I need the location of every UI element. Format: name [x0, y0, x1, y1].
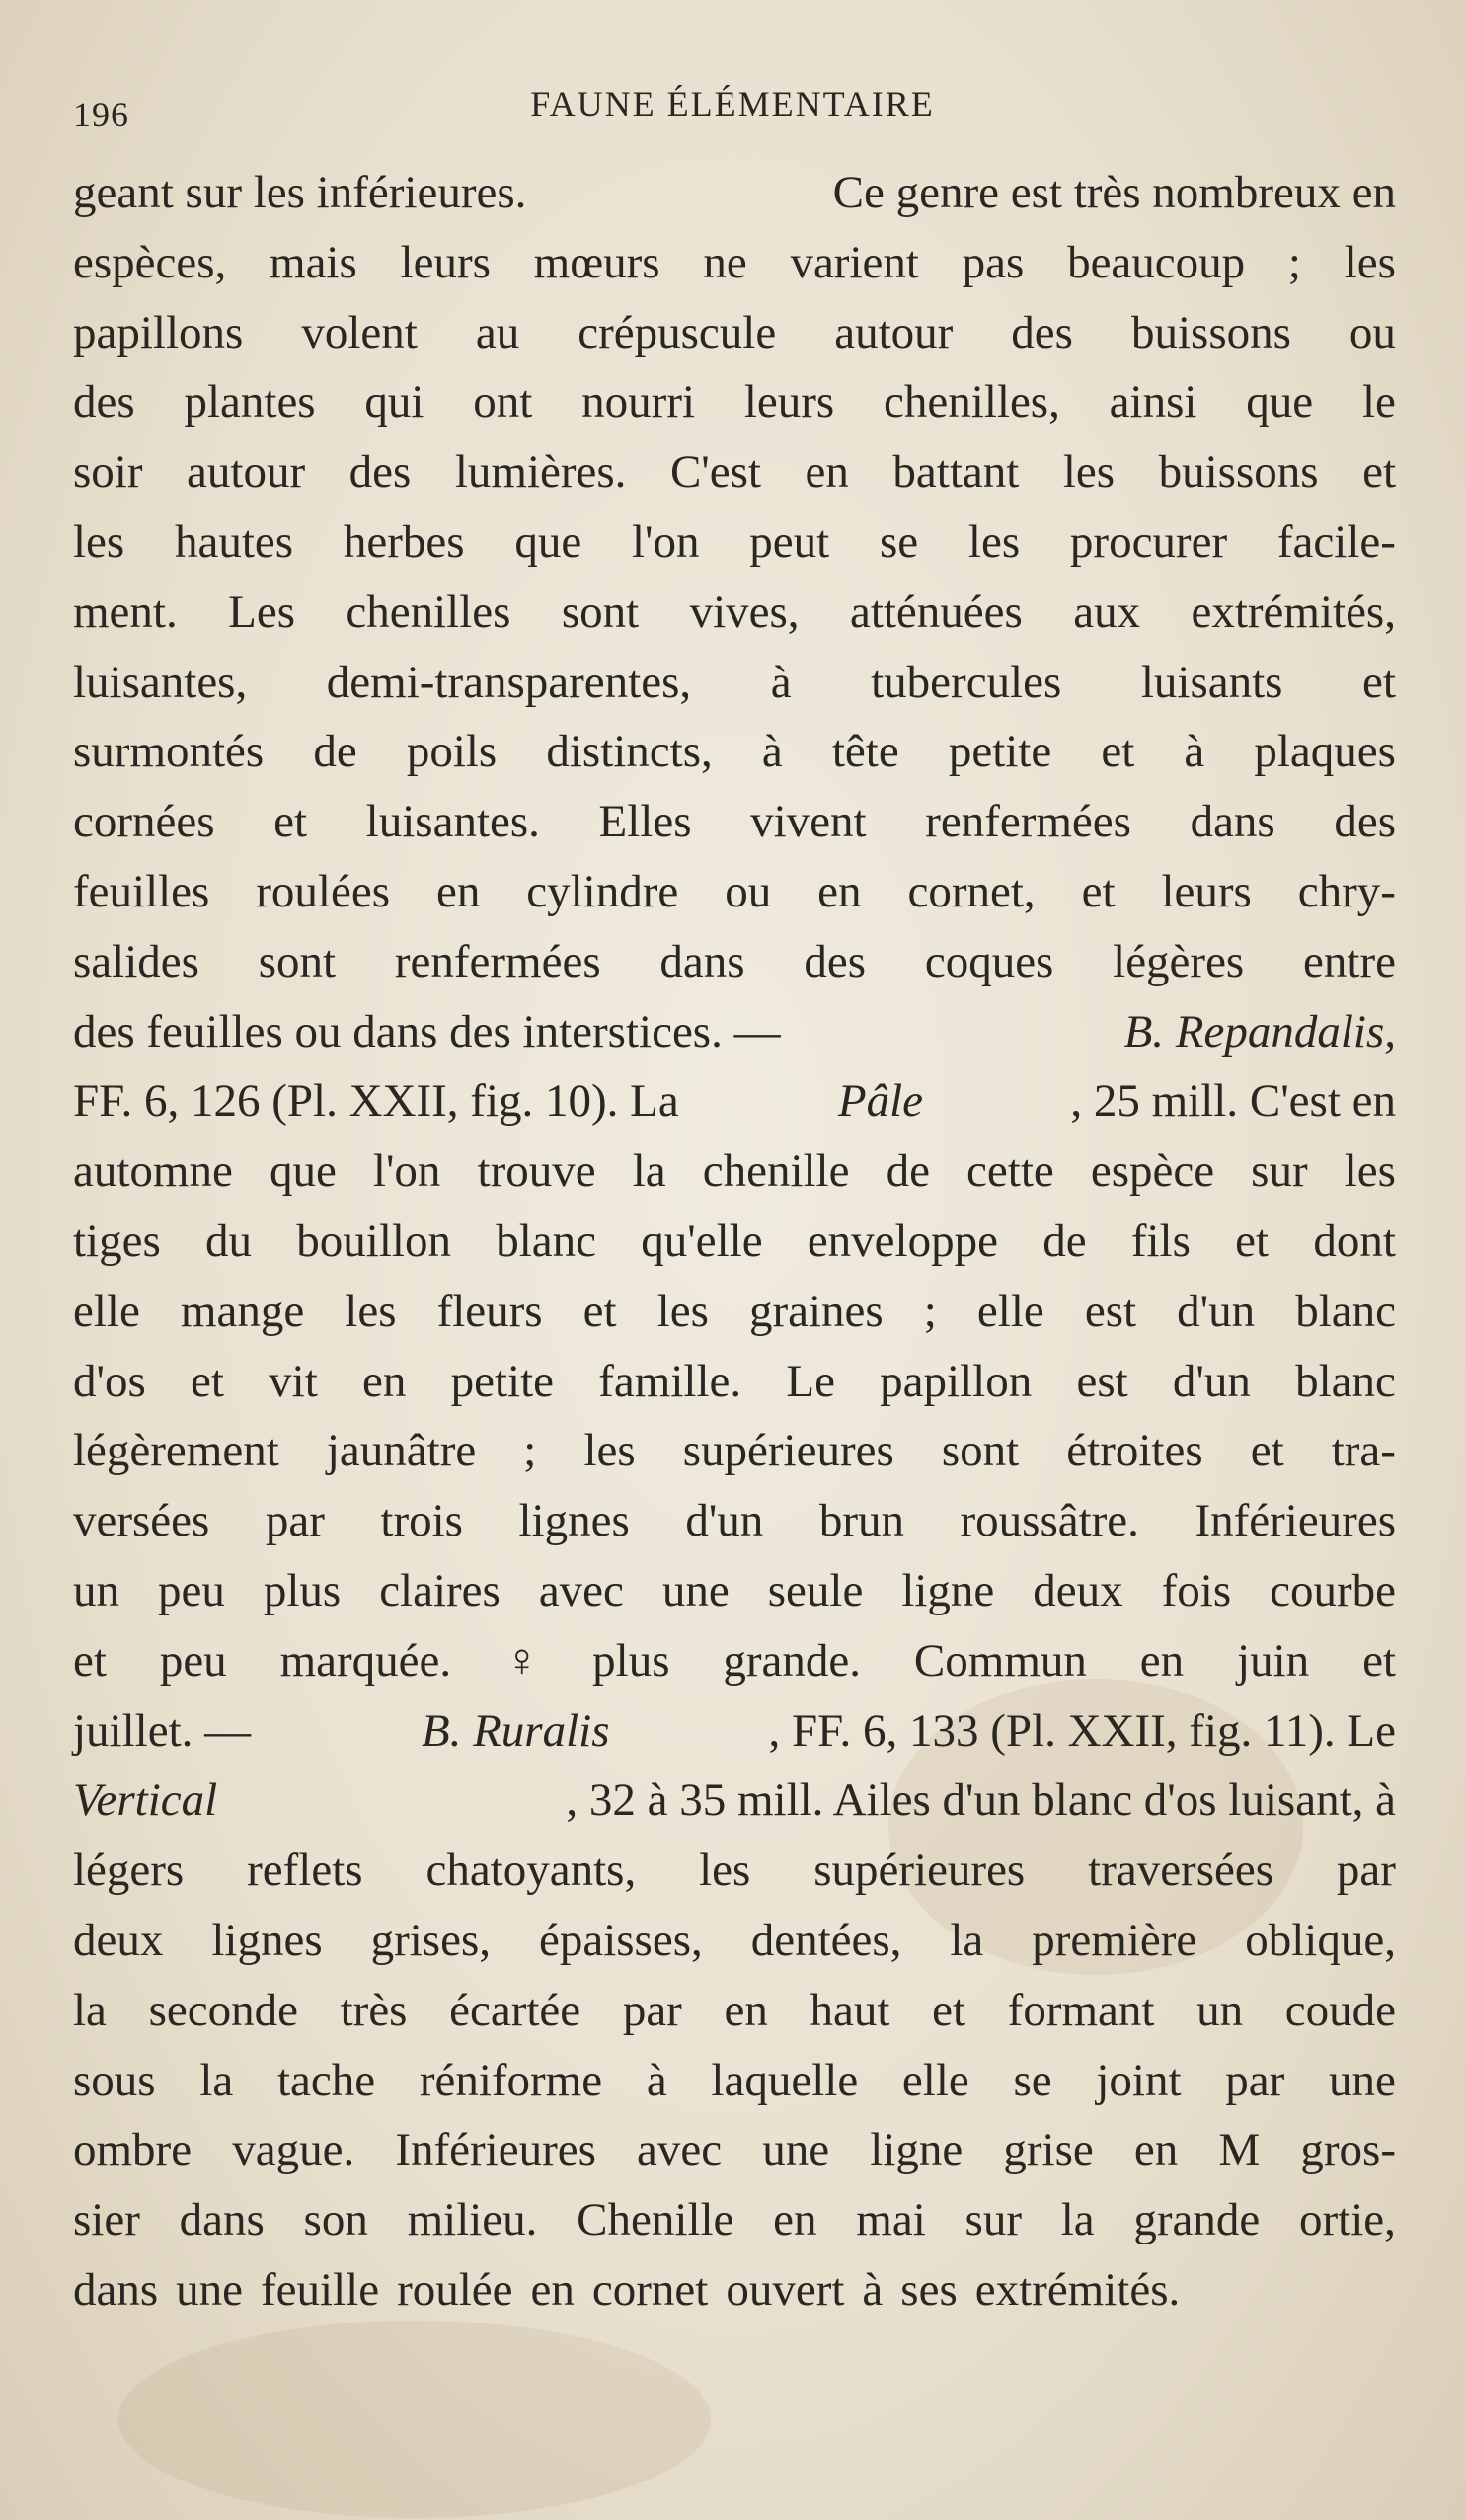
word: claires — [379, 1564, 501, 1616]
word: première — [1032, 1914, 1197, 1966]
word: leurs — [1161, 865, 1252, 917]
word: les — [1344, 1145, 1396, 1198]
word: juin — [1237, 1634, 1310, 1687]
running-title: FAUNE ÉLÉMENTAIRE — [530, 84, 935, 123]
text-line — [73, 508, 1396, 578]
word: leurs — [743, 376, 835, 429]
word: un — [1196, 1984, 1244, 2036]
word: tache — [276, 2054, 376, 2106]
text-line — [73, 158, 1396, 228]
word: buissons — [1158, 446, 1319, 499]
word: vit — [269, 1355, 318, 1407]
text-line — [73, 1696, 1396, 1767]
word: M — [1218, 2124, 1261, 2176]
word: coude — [1284, 1984, 1396, 2036]
word: versées — [73, 1495, 210, 1547]
word: l'on — [372, 1145, 441, 1198]
word: une — [176, 2263, 244, 2316]
word: ombre — [73, 2124, 193, 2176]
word: que — [1246, 376, 1314, 429]
text-segment: juillet. — — [73, 1704, 263, 1757]
word: légères — [1113, 935, 1245, 987]
word: épaisses, — [538, 1914, 703, 1966]
word: et — [273, 796, 308, 848]
word: seule — [767, 1564, 864, 1616]
word: ou — [1349, 306, 1396, 358]
word: tiges — [73, 1215, 161, 1267]
word: la — [199, 2054, 234, 2106]
word: gros- — [1300, 2124, 1396, 2176]
word: graines — [748, 1285, 884, 1337]
word: seconde — [148, 1984, 298, 2036]
word: par — [265, 1495, 325, 1547]
text-segment: , 25 mill. C'est en — [1070, 1075, 1396, 1128]
word: à — [761, 726, 783, 778]
word: poils — [406, 726, 498, 778]
word: aux — [1073, 586, 1141, 638]
word: ne — [703, 236, 747, 288]
word: vives, — [689, 586, 800, 638]
word: herbes — [343, 515, 465, 568]
text-line — [73, 2115, 1396, 2185]
word: réniforme — [419, 2054, 603, 2106]
word: papillon — [880, 1355, 1033, 1407]
word: chenille — [702, 1145, 850, 1198]
word: renfermées — [925, 796, 1131, 848]
word: de — [1042, 1215, 1087, 1267]
word: dentées, — [750, 1914, 902, 1966]
word: avec — [538, 1564, 624, 1616]
text-line — [73, 1277, 1396, 1347]
word: et — [1362, 1634, 1396, 1687]
word: dont — [1313, 1215, 1396, 1267]
word: peu — [157, 1564, 225, 1616]
word: roussâtre. — [960, 1495, 1139, 1547]
word: en — [1133, 2124, 1179, 2176]
word: Elles — [598, 796, 692, 848]
word: crépuscule — [578, 306, 777, 358]
word: qu'elle — [641, 1215, 763, 1267]
text-line — [73, 1137, 1396, 1207]
italic-text: B. Repandalis, — [1123, 1005, 1396, 1058]
word: salides — [73, 935, 199, 987]
word: une — [661, 1564, 730, 1616]
word: milieu. — [407, 2194, 538, 2246]
word: trois — [380, 1495, 463, 1547]
word: en — [724, 1984, 768, 2036]
word: lignes — [211, 1914, 323, 1966]
word: avec — [637, 2124, 723, 2176]
word: la — [73, 1984, 107, 2036]
word: plus — [263, 1564, 342, 1616]
word: grises, — [370, 1914, 491, 1966]
text-line — [73, 1066, 1396, 1137]
word: sont — [258, 935, 337, 987]
word: ; — [523, 1425, 537, 1477]
word: grande. — [723, 1634, 862, 1687]
word: deux — [73, 1914, 164, 1966]
word: ont — [473, 376, 533, 429]
word: procurer — [1069, 515, 1228, 568]
word: par — [1225, 2054, 1285, 2106]
word: trouve — [477, 1145, 596, 1198]
word: vague. — [232, 2124, 355, 2176]
word: du — [205, 1215, 253, 1267]
word: espèce — [1090, 1145, 1215, 1198]
word: par — [1336, 1845, 1396, 1897]
word: battant — [892, 446, 1020, 499]
text-line — [73, 367, 1396, 437]
italic-text: Vertical — [73, 1774, 218, 1827]
text-line — [73, 228, 1396, 298]
word: ; — [1287, 236, 1301, 288]
word: courbe — [1270, 1564, 1396, 1616]
word: Inférieures — [395, 2124, 596, 2176]
word: mange — [180, 1285, 305, 1337]
word: cylindre — [526, 865, 679, 917]
word: en — [362, 1355, 407, 1407]
word: ♀ — [504, 1634, 540, 1687]
word: roulées — [256, 865, 391, 917]
word: qui — [364, 376, 424, 429]
word: cornet, — [907, 865, 1036, 917]
text-line — [73, 1906, 1396, 1976]
word: très — [340, 1984, 408, 2036]
text-line — [73, 648, 1396, 718]
word: en — [773, 2194, 817, 2246]
text-line — [73, 298, 1396, 368]
word: supérieures — [813, 1845, 1026, 1897]
word: cornet — [591, 2263, 709, 2316]
text-line — [73, 1347, 1396, 1417]
word: en — [1139, 1634, 1185, 1687]
word: un — [73, 1564, 119, 1616]
word: vivent — [750, 796, 867, 848]
word: feuilles — [73, 865, 210, 917]
word: dans — [179, 2194, 265, 2246]
word: plantes — [184, 376, 316, 429]
text-line — [73, 1766, 1396, 1836]
text-line — [73, 927, 1396, 997]
word: ligne — [901, 1564, 995, 1616]
word: supérieures — [682, 1425, 894, 1477]
text-segment: geant sur les inférieures. — [73, 167, 527, 218]
word: d'un — [685, 1495, 764, 1547]
word: famille. — [598, 1355, 742, 1407]
text-segment: Ce genre est très nombreux en — [832, 167, 1396, 218]
word: se — [1013, 2054, 1052, 2106]
word: brun — [818, 1495, 904, 1547]
word: luisantes. — [365, 796, 540, 848]
text-segment: FF. 6, 126 (Pl. XXII, fig. 10). La — [73, 1075, 691, 1128]
word: fils — [1130, 1215, 1191, 1267]
text-line — [73, 2255, 1396, 2325]
text-line — [73, 787, 1396, 857]
word: ment. — [73, 586, 178, 638]
word: Le — [786, 1355, 835, 1407]
word: tubercules — [871, 656, 1062, 708]
word: laquelle — [711, 2054, 859, 2106]
word: elle — [901, 2054, 969, 2106]
word: extrémités, — [1191, 586, 1396, 638]
word: petite — [450, 1355, 555, 1407]
text-line — [73, 857, 1396, 927]
word: plus — [592, 1634, 670, 1687]
word: des — [804, 935, 867, 987]
word: traversées — [1088, 1845, 1274, 1897]
word: elle — [976, 1285, 1044, 1337]
word: grise — [1003, 2124, 1094, 2176]
word: à — [1184, 726, 1205, 778]
word: cette — [966, 1145, 1054, 1198]
word: fois — [1161, 1564, 1232, 1616]
word: feuille — [261, 2263, 380, 2316]
word: les — [1062, 446, 1116, 499]
text-line — [73, 1836, 1396, 1906]
word: Inférieures — [1195, 1495, 1396, 1547]
word: en — [435, 865, 481, 917]
word: Commun — [913, 1634, 1087, 1687]
word: grande — [1133, 2194, 1261, 2246]
word: hautes — [175, 515, 294, 568]
word: à — [862, 2263, 884, 2316]
word: chenilles — [346, 586, 511, 638]
word: mœurs — [533, 236, 660, 288]
word: les — [345, 1285, 397, 1337]
word: tête — [831, 726, 899, 778]
word: leurs — [400, 236, 491, 288]
word: la — [950, 1914, 984, 1966]
word: elle — [73, 1285, 140, 1337]
word: d'un — [1177, 1285, 1256, 1337]
word: est — [1076, 1355, 1128, 1407]
text-segment: , 32 à 35 mill. Ailes d'un blanc d'os luisant, à — [566, 1774, 1396, 1827]
word: en — [805, 446, 849, 499]
word: enveloppe — [807, 1215, 998, 1267]
word: en — [817, 865, 862, 917]
word: surmontés — [73, 726, 265, 778]
word: sier — [73, 2194, 140, 2246]
word: lumières. — [454, 446, 627, 499]
word: écartée — [449, 1984, 581, 2036]
word: et — [1101, 726, 1135, 778]
word: ortie, — [1299, 2194, 1396, 2246]
word: peut — [749, 515, 830, 568]
word: la — [1060, 2194, 1095, 2246]
text-line — [73, 578, 1396, 648]
word: tra- — [1331, 1425, 1396, 1477]
word: beaucoup — [1067, 236, 1246, 288]
word: par — [622, 1984, 682, 2036]
word: joint — [1096, 2054, 1182, 2106]
page-number: 196 — [73, 95, 129, 134]
word: autour — [187, 446, 306, 499]
word: les — [656, 1285, 709, 1337]
word: chenilles, — [884, 376, 1060, 429]
word: plaques — [1254, 726, 1396, 778]
word: ouvert — [726, 2263, 845, 2316]
text-line — [73, 2046, 1396, 2116]
word: et — [73, 1634, 107, 1687]
word: légèrement — [73, 1425, 279, 1477]
word: des — [73, 376, 135, 429]
word: les — [699, 1845, 751, 1897]
word: les — [583, 1425, 636, 1477]
word: les — [967, 515, 1021, 568]
word: luisantes, — [73, 656, 248, 708]
body-text — [73, 158, 1396, 2325]
text-line — [73, 997, 1396, 1067]
word: l'on — [631, 515, 700, 568]
text-segment: , FF. 6, 133 (Pl. XXII, fig. 11). Le — [768, 1704, 1396, 1757]
word: en — [530, 2263, 575, 2316]
word: lignes — [518, 1495, 630, 1547]
word: que — [514, 515, 582, 568]
word: distincts, — [546, 726, 713, 778]
word: marquée. — [279, 1634, 452, 1687]
word: cornées — [73, 796, 215, 848]
word: les — [1344, 236, 1396, 288]
word: soir — [73, 446, 143, 499]
word: varient — [790, 236, 919, 288]
word: facile- — [1276, 515, 1396, 568]
word: d'os — [73, 1355, 146, 1407]
word: et — [1081, 865, 1116, 917]
word: renfermées — [394, 935, 601, 987]
word: ainsi — [1109, 376, 1197, 429]
word: demi-transparentes, — [326, 656, 692, 708]
word: et — [1235, 1215, 1270, 1267]
word: la — [632, 1145, 666, 1198]
word: sont — [561, 586, 640, 638]
text-line — [73, 1207, 1396, 1277]
word: extrémités. — [974, 2263, 1181, 2316]
word: bouillon — [296, 1215, 451, 1267]
word: sur — [1251, 1145, 1308, 1198]
italic-text: Pâle — [837, 1075, 923, 1128]
word: de — [886, 1145, 930, 1198]
word: C'est — [669, 446, 761, 499]
word: sont — [941, 1425, 1020, 1477]
word: ; — [923, 1285, 937, 1337]
word: dans — [73, 2263, 159, 2316]
word: chry- — [1297, 865, 1396, 917]
word: volent — [301, 306, 418, 358]
word: à — [770, 656, 792, 708]
word: sur — [964, 2194, 1022, 2246]
word: roulée — [397, 2263, 513, 2316]
word: ou — [725, 865, 772, 917]
word: est — [1084, 1285, 1137, 1337]
word: Chenille — [577, 2194, 734, 2246]
word: son — [303, 2194, 368, 2246]
text-segment: des feuilles ou dans des interstices. — — [73, 1005, 793, 1058]
word: à — [646, 2054, 667, 2106]
word: nourri — [581, 376, 696, 429]
word: haut — [810, 1984, 890, 2036]
word: des — [348, 446, 412, 499]
word: étroites — [1066, 1425, 1203, 1477]
word: jaunâtre — [326, 1425, 477, 1477]
word: au — [475, 306, 520, 358]
text-line — [73, 1976, 1396, 2046]
word: autour — [834, 306, 954, 358]
word: une — [1328, 2054, 1396, 2106]
word: papillons — [73, 306, 244, 358]
word: espèces, — [73, 236, 227, 288]
text-line — [73, 1626, 1396, 1696]
word: ses — [900, 2263, 958, 2316]
text-line — [73, 717, 1396, 787]
word: fleurs — [436, 1285, 543, 1337]
text-line — [73, 1416, 1396, 1486]
word: reflets — [247, 1845, 363, 1897]
word: ligne — [870, 2124, 964, 2176]
paper-stain — [118, 2321, 711, 2518]
word: et — [1362, 656, 1396, 708]
word: des — [1011, 306, 1073, 358]
word: sous — [73, 2054, 156, 2106]
word: dans — [1190, 796, 1275, 848]
word: entre — [1303, 935, 1396, 987]
word: et — [932, 1984, 966, 2036]
word: atténuées — [849, 586, 1023, 638]
word: buissons — [1130, 306, 1291, 358]
word: luisants — [1140, 656, 1283, 708]
word: se — [879, 515, 919, 568]
word: formant — [1007, 1984, 1155, 2036]
word: d'un — [1172, 1355, 1251, 1407]
text-line — [73, 1556, 1396, 1626]
word: le — [1361, 376, 1396, 429]
word: oblique, — [1245, 1914, 1396, 1966]
word: petite — [948, 726, 1052, 778]
word: mais — [270, 236, 357, 288]
word: blanc — [496, 1215, 596, 1267]
word: et — [1362, 446, 1396, 499]
word: et — [191, 1355, 224, 1407]
word: pas — [962, 236, 1025, 288]
word: des — [1334, 796, 1396, 848]
word: deux — [1033, 1564, 1123, 1616]
word: peu — [159, 1634, 227, 1687]
word: Les — [228, 586, 295, 638]
word: coques — [924, 935, 1054, 987]
word: automne — [73, 1145, 233, 1198]
italic-text: B. Ruralis — [421, 1704, 610, 1757]
word: blanc — [1295, 1355, 1396, 1407]
text-line — [73, 2185, 1396, 2255]
word: une — [762, 2124, 830, 2176]
word: dans — [659, 935, 745, 987]
word: mai — [856, 2194, 926, 2246]
word: les — [73, 515, 125, 568]
text-line — [73, 437, 1396, 508]
word: et — [582, 1285, 617, 1337]
word: légers — [73, 1845, 185, 1897]
word: et — [1250, 1425, 1284, 1477]
word: blanc — [1295, 1285, 1396, 1337]
word: que — [269, 1145, 337, 1198]
word: chatoyants, — [425, 1845, 637, 1897]
word: de — [313, 726, 357, 778]
text-line — [73, 1486, 1396, 1556]
